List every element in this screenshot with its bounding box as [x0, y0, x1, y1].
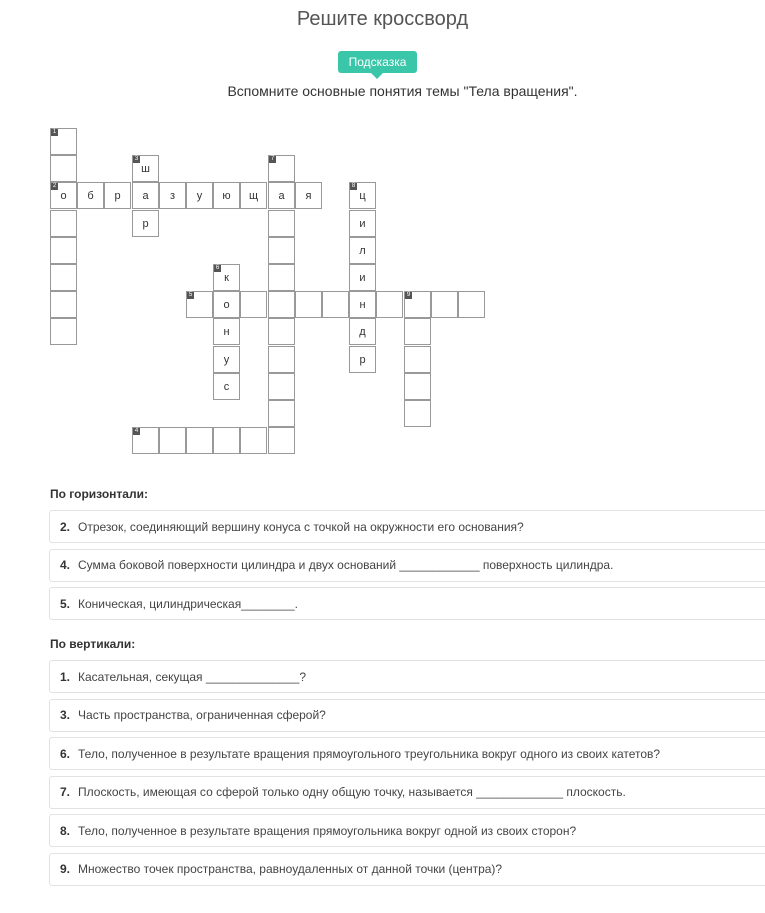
cell-letter: р — [142, 217, 149, 230]
crossword-cell[interactable] — [268, 318, 295, 345]
crossword-cell[interactable] — [431, 291, 458, 318]
cell-letter: ш — [141, 162, 150, 175]
cell-letter: и — [359, 217, 366, 230]
crossword-cell[interactable] — [268, 400, 295, 427]
crossword-cell[interactable] — [349, 237, 376, 264]
cell-letter: о — [223, 298, 230, 311]
cell-number: 2 — [52, 183, 57, 189]
clue-item[interactable] — [49, 699, 765, 732]
cell-letter: р — [359, 353, 366, 366]
cell-number: 3 — [134, 156, 139, 162]
cell-number: 9 — [406, 292, 411, 298]
cell-letter: о — [60, 189, 67, 202]
cell-letter: щ — [248, 189, 259, 202]
crossword-cell[interactable] — [186, 291, 213, 318]
clue-text: Плоскость, имеющая со сферой только одну общую точку, называется _____________ плоскость. — [78, 785, 626, 799]
crossword-cell[interactable] — [240, 291, 267, 318]
crossword-cell[interactable] — [404, 318, 431, 345]
crossword-cell[interactable] — [349, 264, 376, 291]
cell-number: 5 — [188, 292, 193, 298]
crossword-cell[interactable] — [132, 427, 159, 454]
crossword-cell[interactable] — [268, 155, 295, 182]
crossword-cell[interactable] — [268, 346, 295, 373]
crossword-cell[interactable] — [268, 427, 295, 454]
crossword-cell[interactable] — [349, 346, 376, 373]
clue-number: 9. — [60, 862, 71, 876]
clue-number: 8. — [60, 823, 71, 838]
crossword-cell[interactable] — [322, 291, 349, 318]
crossword-instructions: Вспомните основные понятия темы "Тела вращения". — [227, 83, 578, 99]
crossword-cell[interactable] — [349, 182, 376, 209]
crossword-cell[interactable] — [50, 237, 77, 264]
cell-letter: р — [114, 189, 121, 202]
cell-letter: с — [223, 380, 230, 393]
crossword-cell[interactable] — [213, 264, 240, 291]
cell-letter: у — [196, 189, 203, 202]
cell-letter: з — [169, 189, 176, 202]
cell-letter: а — [278, 189, 285, 202]
cell-letter: ю — [222, 189, 231, 202]
crossword-cell[interactable] — [132, 182, 159, 209]
page-title: Решите кроссворд — [296, 8, 469, 30]
clue-text: Отрезок, соединяющий вершину конуса с точкой на окружности его основания? — [78, 519, 524, 534]
crossword-cell[interactable] — [213, 346, 240, 373]
crossword-cell[interactable] — [240, 182, 267, 209]
crossword-cell[interactable] — [240, 427, 267, 454]
clue-text: Тело, полученное в результате вращения прямоугольного треугольника вокруг одного из своих катетов? — [78, 746, 661, 761]
crossword-cell[interactable] — [213, 318, 240, 345]
clue-item[interactable] — [49, 510, 765, 543]
clue-number: 4. — [60, 558, 71, 572]
crossword-cell[interactable] — [404, 373, 431, 400]
clue-text: Тело, полученное в результате вращения прямоугольника вокруг одной из своих сторон? — [78, 823, 577, 838]
clue-text: Часть пространства, ограниченная сферой? — [78, 708, 326, 722]
crossword-cell[interactable] — [159, 182, 186, 209]
crossword-cell[interactable] — [50, 155, 77, 182]
crossword-cell[interactable] — [213, 373, 240, 400]
crossword-cell[interactable] — [268, 210, 295, 237]
clue-number: 6. — [60, 746, 71, 761]
crossword-cell[interactable] — [349, 318, 376, 345]
hint-arrow-icon — [371, 73, 383, 79]
clue-number: 3. — [60, 708, 71, 722]
crossword-cell[interactable] — [458, 291, 485, 318]
crossword-cell[interactable] — [186, 182, 213, 209]
crossword-cell[interactable] — [268, 291, 295, 318]
cell-letter: а — [142, 189, 149, 202]
clue-number: 5. — [60, 596, 71, 611]
crossword-cell[interactable] — [213, 291, 240, 318]
crossword-cell[interactable] — [404, 346, 431, 373]
crossword-cell[interactable] — [404, 291, 431, 318]
crossword-cell[interactable] — [213, 427, 240, 454]
clue-number: 7. — [60, 785, 71, 799]
crossword-cell[interactable] — [268, 237, 295, 264]
hint-button[interactable]: Подсказка — [338, 51, 417, 73]
crossword-cell[interactable] — [268, 182, 295, 209]
crossword-cell[interactable] — [50, 318, 77, 345]
crossword-cell[interactable] — [295, 182, 322, 209]
cell-number: 8 — [351, 183, 356, 189]
crossword-cell[interactable] — [295, 291, 322, 318]
clue-number: 2. — [60, 519, 71, 534]
clue-text: Коническая, цилиндрическая________. — [78, 596, 298, 611]
cell-letter: л — [359, 244, 366, 257]
clue-item[interactable] — [49, 814, 765, 847]
cell-letter: б — [87, 189, 94, 202]
crossword-cell[interactable] — [50, 128, 77, 155]
clue-item[interactable] — [49, 549, 765, 582]
clue-item[interactable] — [49, 776, 765, 809]
crossword-cell[interactable] — [132, 155, 159, 182]
cell-letter: у — [223, 353, 230, 366]
cell-letter: я — [305, 189, 312, 202]
crossword-cell[interactable] — [349, 210, 376, 237]
cell-letter: к — [224, 271, 229, 284]
cell-number: 6 — [215, 265, 220, 271]
crossword-cell[interactable] — [186, 427, 213, 454]
crossword-cell[interactable] — [404, 400, 431, 427]
crossword-cell[interactable] — [349, 291, 376, 318]
cell-letter: ц — [359, 189, 366, 202]
crossword-cell[interactable] — [268, 264, 295, 291]
clue-text: Сумма боковой поверхности цилиндра и двух оснований ____________ поверхность цилиндра. — [78, 558, 614, 572]
cell-number: 7 — [270, 156, 275, 162]
clue-item[interactable] — [49, 853, 765, 886]
crossword-cell[interactable] — [213, 182, 240, 209]
crossword-cell[interactable] — [376, 291, 403, 318]
crossword-cell[interactable] — [268, 373, 295, 400]
cell-letter: д — [359, 325, 366, 338]
cell-letter: и — [359, 271, 366, 284]
crossword-cell[interactable] — [50, 291, 77, 318]
crossword-cell[interactable] — [132, 210, 159, 237]
clue-item[interactable] — [49, 587, 765, 620]
clue-text: Множество точек пространства, равноудаленных от данной точки (центра)? — [78, 862, 503, 876]
cell-letter: н — [359, 298, 366, 311]
crossword-cell[interactable] — [50, 264, 77, 291]
cell-letter: н — [223, 325, 230, 338]
horizontal-clues-heading: По горизонтали: — [50, 487, 148, 501]
cell-number: 1 — [52, 129, 57, 135]
crossword-cell[interactable] — [77, 182, 104, 209]
crossword-cell[interactable] — [159, 427, 186, 454]
crossword-cell[interactable] — [104, 182, 131, 209]
clue-item[interactable] — [49, 737, 765, 770]
cell-number: 4 — [134, 428, 139, 434]
crossword-cell[interactable] — [50, 182, 77, 209]
vertical-clues-heading: По вертикали: — [50, 637, 136, 651]
crossword-cell[interactable] — [50, 210, 77, 237]
clue-text: Касательная, секущая ______________? — [78, 669, 306, 684]
clue-number: 1. — [60, 669, 71, 684]
clue-item[interactable] — [49, 660, 765, 693]
